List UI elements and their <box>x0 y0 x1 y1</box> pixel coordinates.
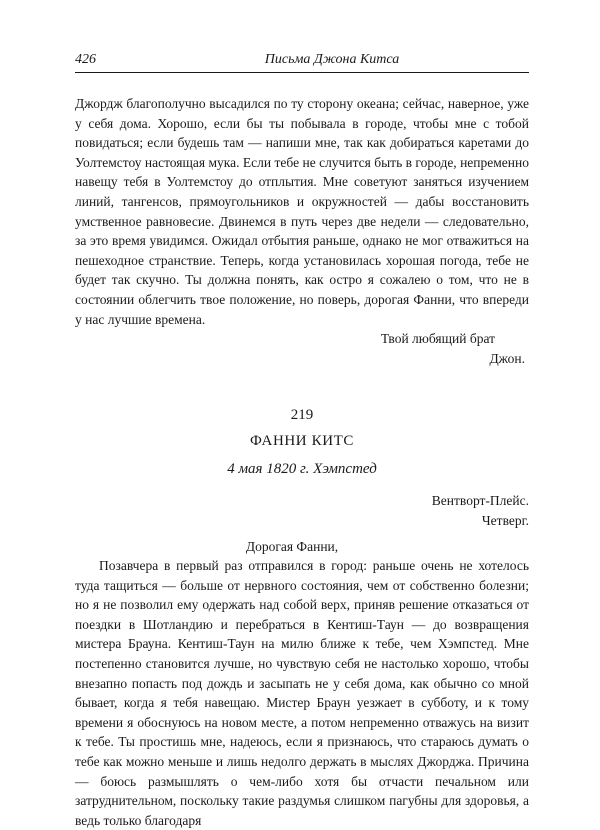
letter-dateline: 4 мая 1820 г. Хэмпстед <box>227 461 377 478</box>
previous-letter-closing: Твой любящий брат <box>380 331 495 347</box>
letter-number: 219 <box>290 407 314 424</box>
letter-recipient: ФАННИ КИТС <box>250 433 354 450</box>
running-header <box>75 50 529 73</box>
book-page <box>75 50 529 830</box>
address-line-day: Четверг. <box>481 512 529 528</box>
previous-letter-signature: Джон. <box>489 350 525 366</box>
letter-body: Позавчера в первый раз отправился в город: раньше очень не хотелось туда тащиться — больше от нервного состояния, чем от собственно болезни; но я не позволил ему одержать над собой верх, приняв решение отказаться от поездки в Шотландию и перебраться в Кентиш-Таун — до возвращения мистера Брауна. Кентиш-Таун на милю ближе к тебе, чем Хэмпстед. Мне постепенно становится лучше, но чувствую себя не настолько хорошо, чтобы внезапно попасть под дождь и засыпать не у себя дома, как обычно со мной бывает, когда я тебя навещаю. Мистер Браун уезжает в субботу, и к тому времени я обоснуюсь на новом месте, а потом непременно отважусь на визит к тебе. Ты простишь мне, надеюсь, если я признаюсь, что стараюсь думать о тебе как можно меньше и лишь недолго держать в мыслях Джорджа. Причина — боюсь размышлять о чем-либо хотя бы отчасти печальном или затруднительном, поскольку такие раздумья слишком пагубны для здоровья, а ведь только благодаря <box>75 558 529 828</box>
book-title: Письма Джона Китса <box>264 52 400 67</box>
page-number: 426 <box>75 52 96 67</box>
letter-address <box>75 491 529 530</box>
letter-salutation: Дорогая Фанни, <box>245 538 339 554</box>
previous-letter-body: Джордж благополучно высадился по ту сторону океана; сейчас, наверное, уже у себя дома. Хорошо, если бы ты побывала в городе, чтобы мне с тобой повидаться; если будешь там — напиши мне, так как добираться каретами до Уолтемстоу настоящая мука. Если тебе не случится быть в городе, непременно навещу тебя в Уолтемстоу до отплытия. Мне советуют заняться изучением линий, тангенсов, прямоугольников и окружностей — дабы восстановить умственное равновесие. Двинемся в путь через две недели — следовательно, за это время увидимся. Ожидал отбытия раньше, однако не мог отважиться на пешеходное странствие. Теперь, когда установилась хорошая погода, тебе не будет так скучно. Ты должна понять, как остро я сожалею о том, что не в состоянии облегчить твое положение, но поверь, дорогая Фанни, что впереди у нас лучшие времена. <box>75 96 529 327</box>
address-line-place: Вентворт-Плейс. <box>431 493 529 509</box>
